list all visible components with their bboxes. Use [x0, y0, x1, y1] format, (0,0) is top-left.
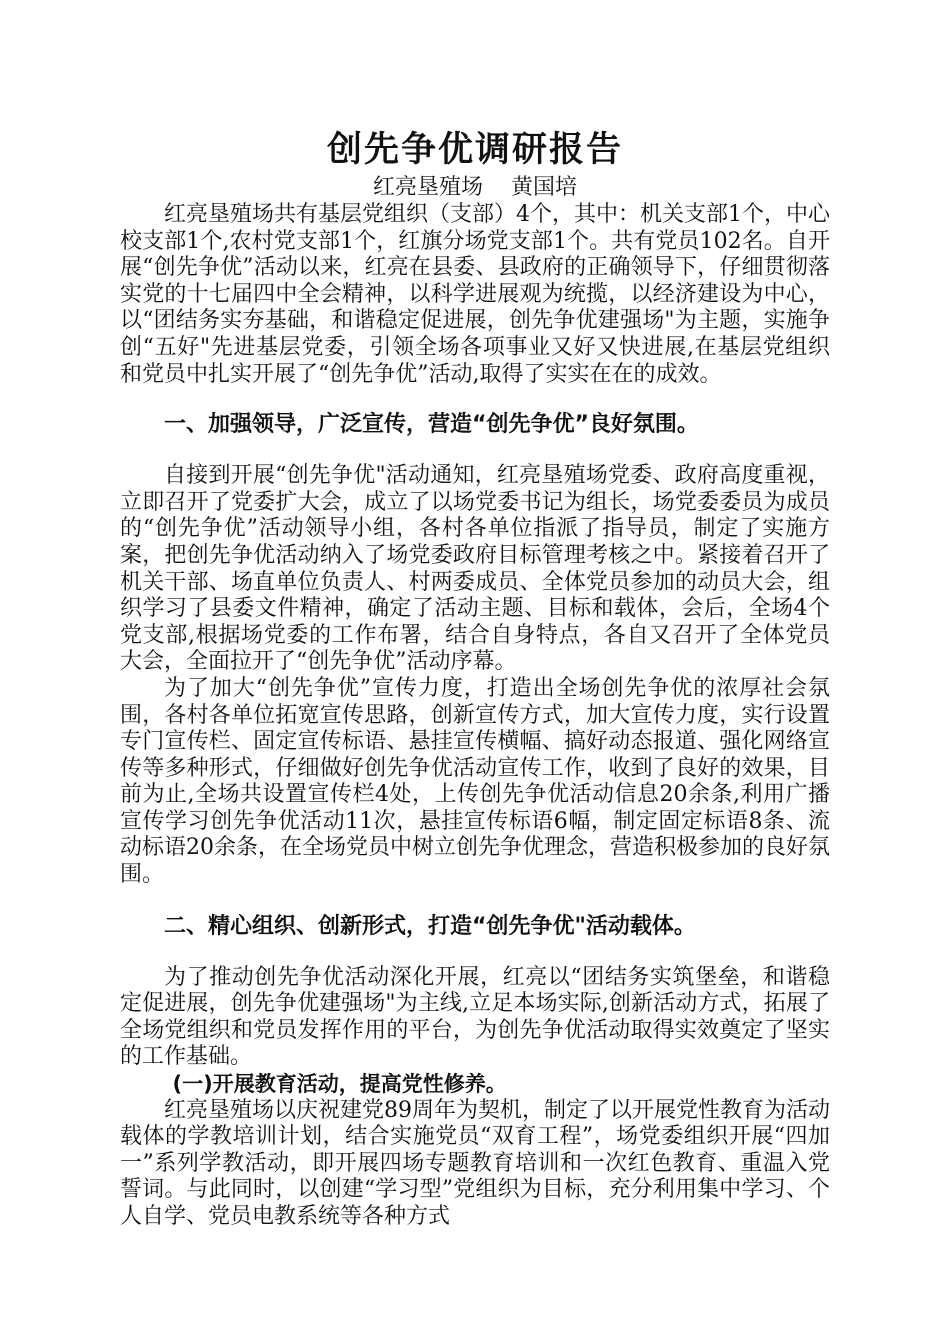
- document-byline: 红亮垦殖场 黄国培: [373, 175, 577, 200]
- intro-paragraph: 红亮垦殖场共有基层党组织（支部）4个，其中：机关支部1个，中心校支部1个,农村党支部1个，红旗分场党支部1个。共有党员102名。自开展“创先争优”活动以来，红亮在县委、县政府的正确领导下，仔细贯彻落实党的十七届四中全会精神，以科学进展观为统揽，以经济建设为中心，以“团结务实夯基础，和谐稳定促进展，创先争优建强场"为主题，实施争创“五好"先进基层党委，引领全场各项事业又好又快进展,在基层党组织和党员中扎实开展了“创先争优”活动,取得了实实在在的成效。: [120, 202, 830, 387]
- section-2-paragraph-1: 为了推动创先争优活动深化开展，红亮以“团结务实筑堡垒，和谐稳定促进展，创先争优建强场"为主线,立足本场实际,创新活动方式，拓展了全场党组织和党员发挥作用的平台，为创先争优活动取得实效奠定了坚实的工作基础。: [120, 964, 830, 1070]
- section-1-paragraph-1: 自接到开展“创先争优"活动通知，红亮垦殖场党委、政府高度重视，立即召开了党委扩大会，成立了以场党委书记为组长，场党委委员为成员的“创先争优”活动领导小组，各村各单位指派了指导员，制定了实施方案，把创先争优活动纳入了场党委政府目标管理考核之中。紧接着召开了机关干部、场直单位负责人、村两委成员、全体党员参加的动员大会，组织学习了县委文件精神，确定了活动主题、目标和载体，会后，全场4个党支部,根据场党委的工作布署，结合自身特点，各自又召开了全体党员大会，全面拉开了“创先争优”活动序幕。: [120, 463, 830, 675]
- section-1-heading: 一、加强领导，广泛宣传，营造“创先争优”良好氛围。: [164, 412, 699, 438]
- subsection-1-heading: (一)开展教育活动，提高党性修养。: [172, 1072, 507, 1097]
- document-page: [120, 126, 830, 1231]
- section-1-paragraph-2: 为了加大“创先争优”宣传力度，打造出全场创先争优的浓厚社会氛围，各村各单位拓宽宣传思路，创新宣传方式，加大宣传力度，实行设置专门宣传栏、固定宣传标语、悬挂宣传横幅、搞好动态报道、强化网络宣传等多种形式，仔细做好创先争优活动宣传工作，收到了良好的效果，目前为止,全场共设置宣传栏4处，上传创先争优活动信息20余条,利用广播宣传学习创先争优活动11次，悬挂宣传标语6幅，制定固定标语8条、流动标语20余条，在全场党员中树立创先争优理念，营造积极参加的良好氛围。: [120, 675, 830, 888]
- section-2-heading: 二、精心组织、创新形式，打造“创先争优"活动载体。: [164, 913, 696, 939]
- subsection-1-paragraph-1: 红亮垦殖场以庆祝建党89周年为契机，制定了以开展党性教育为活动载体的学教培训计划，结合实施党员“双育工程”，场党委组织开展“四加一”系列学教活动，即开展四场专题教育培训和一次红色教育、重温入党誓词。与此同时，以创建“学习型”党组织为目标，充分利用集中学习、个人自学、党员电教系统等各种方式: [120, 1097, 830, 1229]
- document-title: 创先争优调研报告: [326, 130, 623, 170]
